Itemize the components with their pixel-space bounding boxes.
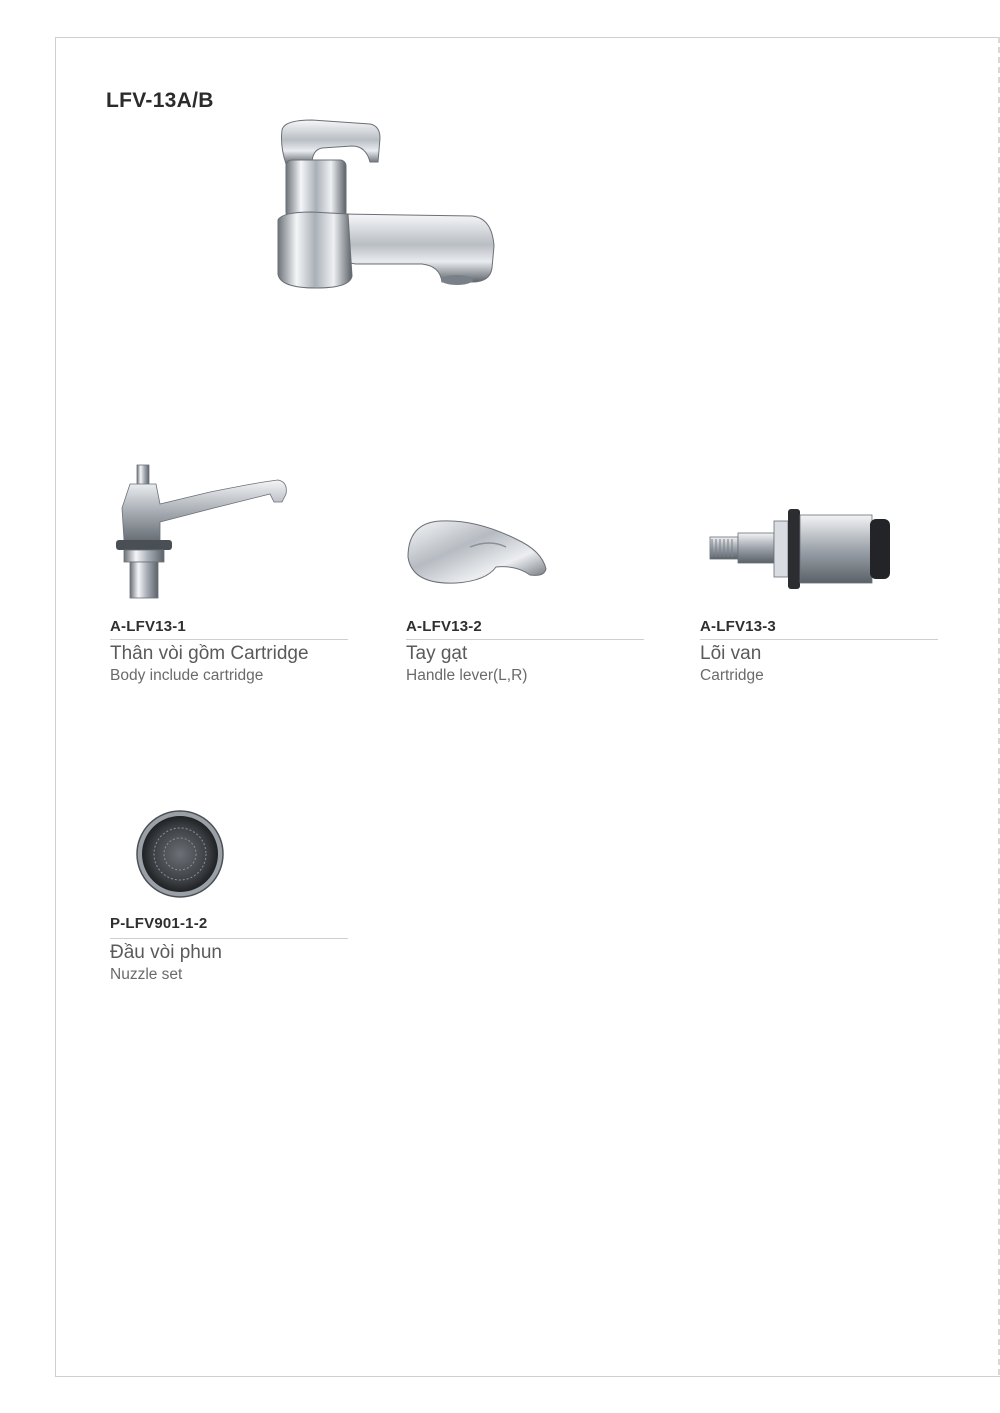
part-card (700, 455, 940, 695)
part-name-en: Cartridge (700, 667, 764, 684)
faucet-body-icon (110, 460, 290, 605)
part-code: P-LFV901-1-2 (110, 915, 208, 932)
part-card (406, 455, 646, 695)
part-code: A-LFV13-3 (700, 618, 776, 635)
part-code: A-LFV13-2 (406, 618, 482, 635)
part-code: A-LFV13-1 (110, 618, 186, 635)
basin-faucet-image (272, 116, 502, 296)
divider (110, 938, 348, 939)
divider (110, 639, 348, 640)
handle-lever-icon (406, 517, 551, 587)
part-card (110, 754, 350, 994)
model-title: LFV-13A/B (106, 89, 214, 112)
nozzle-icon (136, 810, 224, 898)
divider (700, 639, 938, 640)
part-name-vi: Tay gạt (406, 643, 468, 664)
part-name-en: Handle lever(L,R) (406, 667, 528, 684)
page-frame (55, 37, 1000, 1377)
part-name-en: Nuzzle set (110, 966, 183, 983)
part-name-en: Body include cartridge (110, 667, 264, 684)
divider (406, 639, 644, 640)
cartridge-icon (708, 505, 893, 595)
part-name-vi: Đầu vòi phun (110, 942, 222, 963)
part-name-vi: Thân vòi gồm Cartridge (110, 643, 309, 664)
part-name-vi: Lõi van (700, 643, 762, 664)
part-card (110, 455, 350, 695)
